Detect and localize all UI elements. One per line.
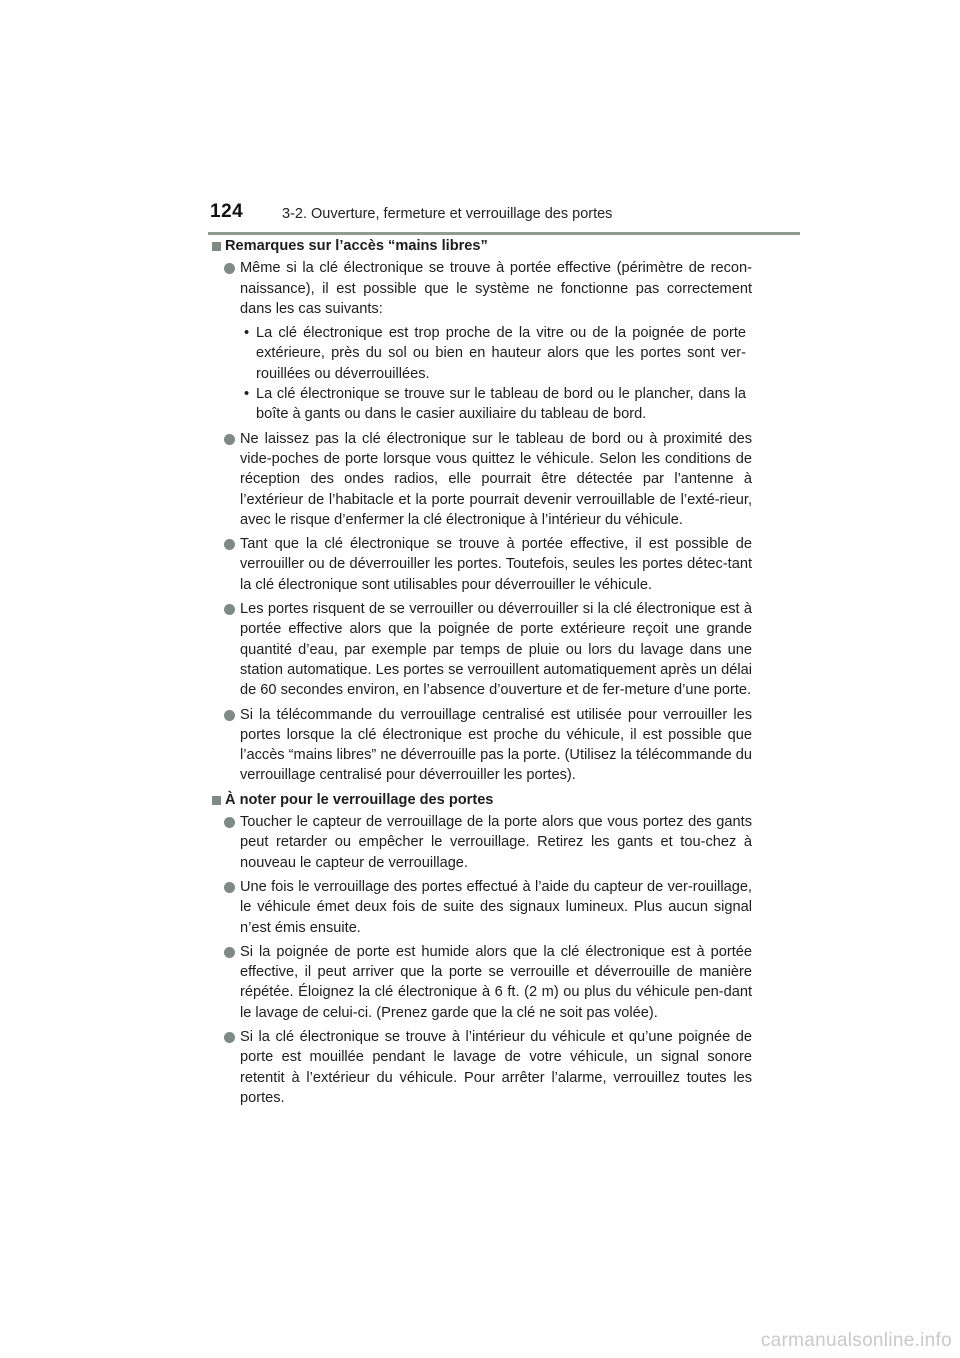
list-item — [212, 1027, 752, 1108]
list-item — [212, 705, 752, 786]
header-rule — [208, 232, 800, 235]
list-item-text: Même si la clé électronique se trouve à portée effective (périmètre de recon-naissance), il est possible que le système ne fonctionne pas correctement dans les cas suivants: — [240, 260, 752, 317]
list-item — [212, 812, 752, 873]
circle-bullet-icon — [224, 539, 235, 550]
square-bullet-icon — [212, 796, 221, 805]
section-title-text: Remarques sur l’accès “mains libres” — [225, 238, 488, 254]
dot-bullet-icon: • — [244, 325, 250, 342]
list-item-text: Ne laissez pas la clé électronique sur le tableau de bord ou à proximité des vide-poches de porte lorsque vous quittez le véhicule. Selon les conditions de réception des ondes radios, elle pourrait être détectée par l’antenne à l’extérieur de l’habitacle et la porte pourrait devenir verrouillable de l’exté-rieur, avec le risque d’enfermer la clé électronique à l’intérieur du véhicule. — [240, 430, 752, 528]
watermark: carmanualsonline.info — [760, 1330, 952, 1351]
section-door-locking-notes — [212, 790, 752, 1108]
chapter-title: 3-2. Ouverture, fermeture et verrouillage des portes — [282, 206, 613, 222]
page-header — [0, 0, 960, 240]
section-hands-free-notes — [212, 236, 752, 786]
dot-bullet-icon: • — [244, 386, 250, 403]
section-title — [212, 790, 752, 810]
list-item — [212, 599, 752, 700]
circle-bullet-icon — [224, 604, 235, 615]
page-content — [212, 236, 752, 1112]
page-number: 124 — [210, 201, 244, 222]
square-bullet-icon — [212, 242, 221, 251]
circle-bullet-icon — [224, 434, 235, 445]
sub-list-item-text: La clé électronique est trop proche de la vitre ou de la poignée de porte extérieure, près du sol ou bien en hauteur alors que les portes sont ver-rouillées ou déverrouillées. — [256, 325, 746, 382]
list-item — [212, 942, 752, 1023]
list-item — [212, 258, 752, 424]
list-item-text: Une fois le verrouillage des portes effectué à l’aide du capteur de ver-rouillage, le véhicule émet deux fois de suite des signaux lumineux. Plus aucun signal n’est émis ensuite. — [240, 878, 752, 936]
circle-bullet-icon — [224, 882, 235, 893]
section-title — [212, 236, 752, 256]
circle-bullet-icon — [224, 1032, 235, 1043]
list-item-text: Si la poignée de porte est humide alors que la clé électronique est à portée effective, il peut arriver que la porte se verrouille et déverrouille de manière répétée. Éloignez la clé électronique à 6 ft. (2 m) ou plus du véhicule pen-dant le lavage de celui-ci. (Prenez garde que la clé ne soit pas volée). — [240, 943, 752, 1021]
list-item-text: Si la clé électronique se trouve à l’intérieur du véhicule et qu’une poignée de porte est mouillée pendant le lavage de votre véhicule, un signal sonore retentit à l’extérieur du véhicule. Pour arrêter l’alarme, verrouillez toutes les portes. — [240, 1028, 752, 1106]
circle-bullet-icon — [224, 817, 235, 828]
circle-bullet-icon — [224, 710, 235, 721]
sub-list-item — [240, 323, 746, 384]
list-item — [212, 534, 752, 595]
list-item — [212, 877, 752, 938]
list-item-text: Si la télécommande du verrouillage centralisé est utilisée pour verrouiller les portes lorsque la clé électronique est proche du véhicule, il est possible que l’accès “mains libres” ne déverrouille pas la porte. (Utilisez la télécommande du verrouillage centralisé pour déverrouiller les portes). — [240, 706, 752, 784]
list-item-text: Toucher le capteur de verrouillage de la porte alors que vous portez des gants peut retarder ou empêcher le verrouillage. Retirez les gants et tou-chez à nouveau le capteur de verrouillage. — [240, 814, 752, 871]
list-item-text: Tant que la clé électronique se trouve à portée effective, il est possible de verrouiller ou de déverrouiller les portes. Toutefois, seules les portes détec-tant la clé électronique sont utilisables pour déverrouiller le véhicule. — [240, 536, 752, 593]
sub-list-item — [240, 384, 746, 425]
circle-bullet-icon — [224, 263, 235, 274]
list-item — [212, 429, 752, 530]
sub-list-item-text: La clé électronique se trouve sur le tableau de bord ou le plancher, dans la boîte à gants ou dans le casier auxiliaire du tableau de bord. — [256, 386, 746, 423]
circle-bullet-icon — [224, 947, 235, 958]
sub-list — [240, 323, 752, 424]
section-title-text: À noter pour le verrouillage des portes — [225, 791, 494, 808]
list-item-text: Les portes risquent de se verrouiller ou déverrouiller si la clé électronique est à portée effective alors que la poignée de porte extérieure reçoit une grande quantité d’eau, par exemple par temps de pluie ou lors du lavage dans une station automatique. Les portes se verrouillent automatiquement après un délai de 60 secondes environ, en l’absence d’ouverture et de fer-meture d’une porte. — [240, 601, 752, 699]
